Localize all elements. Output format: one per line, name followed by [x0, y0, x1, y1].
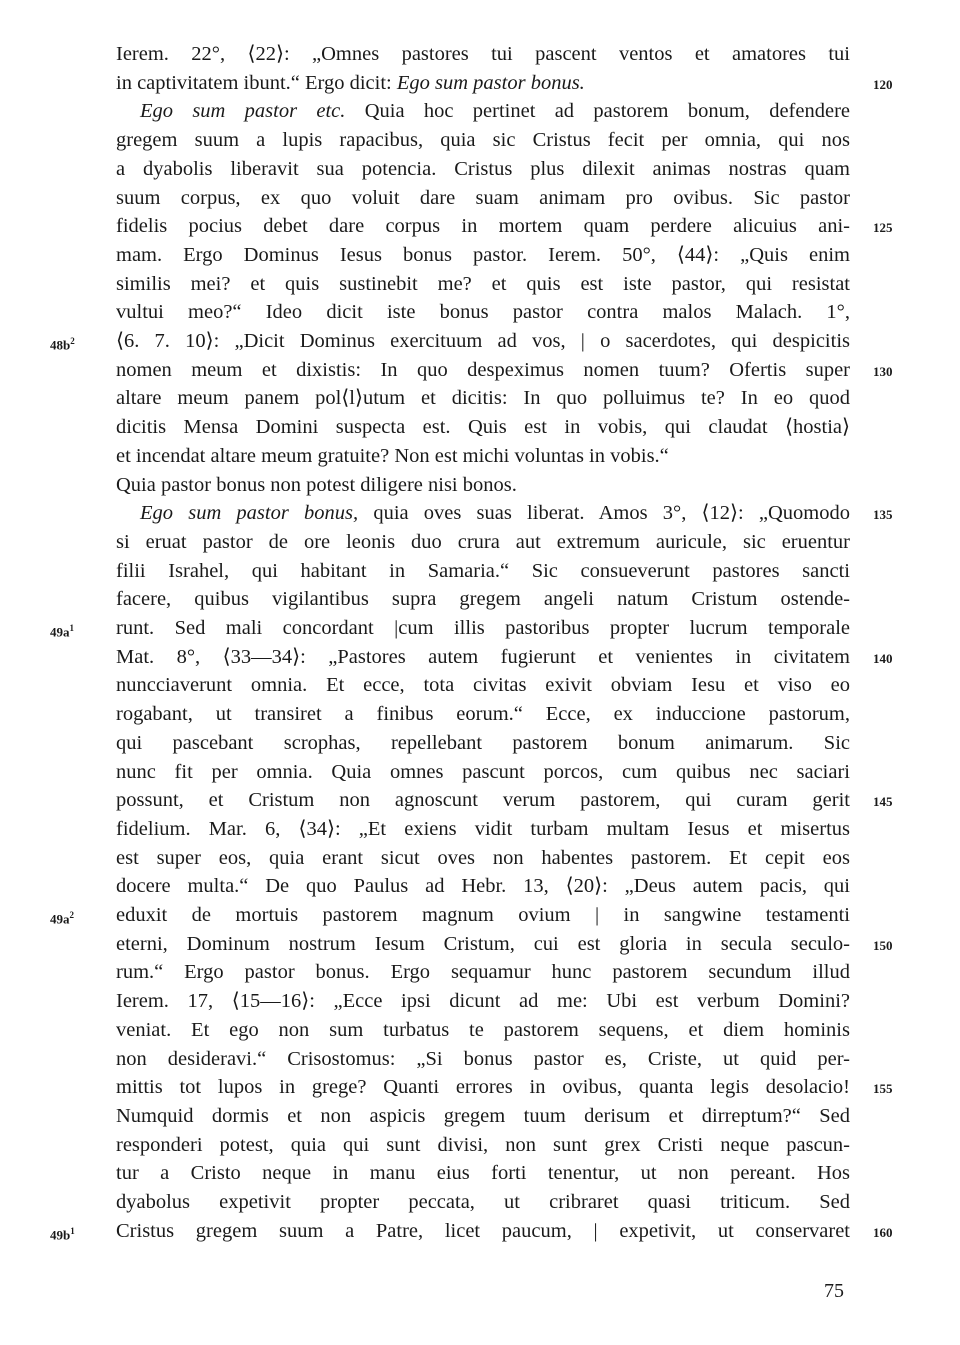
text-line: Ierem. 17, ⟨15—16⟩: „Ecce ipsi dicunt ad me: Ubi est verbum Domini? [116, 990, 850, 1013]
text-line: gregem suum a lupis rapacibus, quia sic Cristus fecit per omnia, qui nos [116, 129, 850, 152]
text-line: ⟨6. 7. 10⟩: „Dicit Dominus exercituum ad vos, | o sacerdotes, qui despicitis [116, 330, 850, 352]
text-line: filii Israhel, qui habitant in Samaria.“ Sic consueverunt pastores sancti [116, 559, 850, 582]
text-line: tur a Cristo neque in manu eius forti tenentur, ut non pereant. Hos [116, 1162, 850, 1185]
line-number: 125 [873, 220, 893, 236]
text-line: veniat. Et ego non sum turbatus te pastorem sequens, et diem hominis [116, 1018, 850, 1041]
text-line: responderi potest, quia qui sunt divisi, non sunt grex Cristi neque pascun- [116, 1133, 850, 1156]
text-line: Ego sum pastor bonus, quia oves suas liberat. Amos 3°, ⟨12⟩: „Quomodo [140, 502, 850, 525]
text-line: in captivitatem ibunt.“ Ergo dicit: Ego sum pastor bonus. [116, 71, 585, 94]
line-number: 135 [873, 507, 893, 523]
text-line: Ego sum pastor etc. Quia hoc pertinet ad pastorem bonum, defendere [140, 100, 850, 123]
text-line: qui pascebant scrophas, repellebant pastorem bonum animarum. Sic [116, 731, 850, 754]
folio-mark [50, 907, 110, 927]
folio-label: 48b [50, 337, 71, 353]
text-line: nomen meum et dixistis: In quo despeximus nomen tuum? Ofertis super [116, 358, 850, 381]
folio-mark [50, 620, 110, 640]
text-line: possunt, et Cristum non agnoscunt verum pastorem, qui curam gerit [116, 789, 850, 812]
text-line: runt. Sed mali concordant |cum illis pastoribus propter lucrum temporale [116, 617, 850, 639]
text-line: suum corpus, ex quo voluit dare suam animam pro ovibus. Sic pastor [116, 186, 850, 209]
text-line: mittis tot lupos in grege? Quanti errores in ovibus, quanta legis desolacio! [116, 1076, 850, 1099]
text-line: nunc fit per omnia. Quia omnes pascunt porcos, cum quibus nec saciari [116, 760, 850, 783]
line-number: 145 [873, 794, 893, 810]
text-line: eterni, Dominum nostrum Iesum Cristum, cui est gloria in secula seculo- [116, 932, 850, 955]
line-number: 120 [873, 76, 893, 92]
text-line: similis mei? et quis sustinebit me? et quis est iste pastor, qui resistat [116, 272, 850, 295]
text-line: nuncciaverunt omnia. Et ecce, tota civitas exivit obviam Iesu et viso eo [116, 674, 850, 697]
folio-superscript: 2 [69, 910, 74, 920]
folio-superscript: 1 [70, 1225, 75, 1236]
text-line: Mat. 8°, ⟨33—34⟩: „Pastores autem fugierunt et venientes in civitatem [116, 645, 850, 668]
text-line: dyabolus expetivit propter peccata, ut cribraret quasi triticum. Sed [116, 1191, 850, 1213]
text-line: Cristus gregem suum a Patre, licet paucum, | expetivit, ut conservaret [116, 1219, 850, 1242]
text-line: altare meum panem pol⟨l⟩utum et dicitis: In quo polluimus te? In eo quod [116, 387, 850, 410]
text-line: facere, quibus vigilantibus supra gregem angeli natum Cristum ostende- [116, 588, 850, 611]
text-line: Quia pastor bonus non potest diligere nisi bonos. [116, 473, 517, 496]
text-line: est super eos, quia erant sicut oves non habentes pastorem. Et cepit eos [116, 846, 850, 869]
folio-mark [50, 1223, 110, 1243]
text-line: fidelium. Mar. 6, ⟨34⟩: „Et exiens vidit turbam multam Iesus et misertus [116, 817, 850, 840]
text-line: eduxit de mortuis pastorem magnum ovium | in sangwine testamenti [116, 904, 850, 926]
page-number: 75 [824, 1280, 844, 1302]
text-line: a dyabolis liberavit sua potencia. Cristus plus dilexit animas nostras quam [116, 157, 850, 180]
text-line: rum.“ Ergo pastor bonus. Ergo sequamur hunc pastorem secundum illud [116, 961, 850, 984]
text-line: non desideravi.“ Crisostomus: „Si bonus pastor es, Criste, ut quid per- [116, 1047, 850, 1070]
text-line: et incendat altare meum gratuite? Non est michi voluntas in vobis.“ [116, 444, 669, 467]
line-number: 155 [873, 1081, 893, 1097]
folio-superscript: 1 [69, 623, 74, 633]
text-line: dicitis Mensa Domini suspecta est. Quis est in vobis, qui claudat ⟨hostia⟩ [116, 416, 850, 439]
folio-superscript: 2 [70, 336, 75, 346]
folio-mark [50, 333, 110, 353]
text-line: docere multa.“ De quo Paulus ad Hebr. 13, ⟨20⟩: „Deus autem pacis, qui [116, 875, 850, 898]
text-line: Ierem. 22°, ⟨22⟩: „Omnes pastores tui pascent ventos et amatores tui [116, 43, 850, 65]
folio-label: 49a [50, 624, 70, 640]
text-line: rogabant, ut transiret a finibus eorum.“ Ecce, ex induccione pastorum, [116, 703, 850, 726]
text-line: vultui meo?“ Ideo dicit iste bonus pastor contra malos Malach. 1°, [116, 301, 850, 324]
folio-label: 49a [50, 911, 70, 927]
folio-label: 49b [50, 1227, 71, 1243]
text-line: Numquid dormis et non aspicis gregem tuum derisum et dirreptum?“ Sed [116, 1104, 850, 1127]
line-number: 150 [873, 937, 893, 953]
line-number: 160 [873, 1224, 893, 1240]
line-number: 140 [873, 650, 893, 666]
text-line: si eruat pastor de ore leonis duo crura aut extremum auricule, sic eruentur [116, 530, 850, 553]
text-line: fidelis pocius debet dare corpus in mortem quam perdere alicuius ani- [116, 215, 850, 238]
text-line: mam. Ergo Dominus Iesus bonus pastor. Ierem. 50°, ⟨44⟩: „Quis enim [116, 243, 850, 266]
line-number: 130 [873, 363, 893, 379]
